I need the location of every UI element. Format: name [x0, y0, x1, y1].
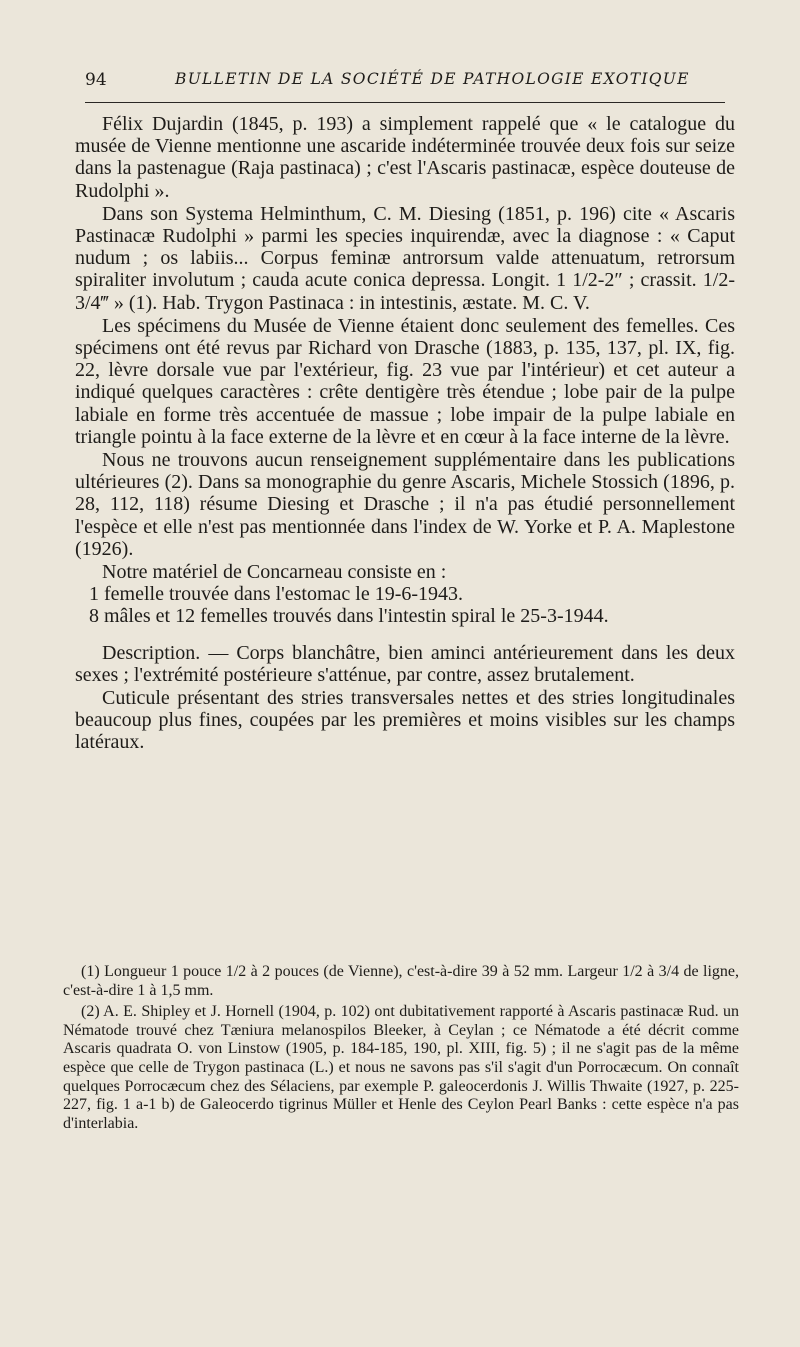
paragraph-description: Description. — Corps blanchâtre, bien aminci antérieurement dans les deux sexes ; l'extrémité postérieure s'atténue, par contre, assez brutalement.	[75, 641, 735, 686]
material-item: 1 femelle trouvée dans l'estomac le 19-6-1943.	[89, 583, 464, 606]
page-number: 94	[85, 70, 107, 90]
footnote-1: (1) Longueur 1 pouce 1/2 à 2 pouces (de Vienne), c'est-à-dire 39 à 52 mm. Largeur 1/2 à 3/4 de ligne, c'est-à-dire 1 à 1,5 mm.	[63, 963, 739, 999]
paragraph-cuticule: Cuticule présentant des stries transversales nettes et des stries longitudinales beaucoup plus fines, coupées par les premières et moins visibles sur les champs latéraux.	[75, 687, 735, 754]
paragraph-drasche: Les spécimens du Musée de Vienne étaient donc seulement des femelles. Ces spécimens ont été revus par Richard von Drasche (1883, p. 135, 137, pl. IX, fig. 22, lèvre dorsale vue par l'extérieur, fig. 23 vue par l'intérieur) et cet auteur a indiqué quelques caractères : crête dentigère très étendue ; lobe pair de la pulpe labiale en forme très accentuée de massue ; lobe impair de la pulpe labiale en triangle pointu à la face externe de la lèvre et en cœur à la face interne de la lèvre.	[75, 314, 735, 448]
paragraph-dujardin: Félix Dujardin (1845, p. 193) a simplement rappelé que « le catalogue du musée de Vienne mentionne une ascaride indéterminée trouvée deux fois sur seize dans la pastenague (Raja pastinaca) ; c'est l'Ascaris pastinacæ, espèce douteuse de Rudolphi ».	[75, 113, 735, 202]
header-rule	[85, 102, 725, 103]
material-item: 8 mâles et 12 femelles trouvés dans l'intestin spiral le 25-3-1944.	[89, 605, 609, 628]
main-text	[75, 113, 735, 754]
footnotes	[63, 963, 739, 1133]
paragraph-diesing: Dans son Systema Helminthum, C. M. Diesing (1851, p. 196) cite « Ascaris Pastinacæ Rudolphi » parmi les species inquirendæ, avec la diagnose : « Caput nudum ; os labiis... Corpus feminæ antrorsum valde attenuatum, retrorsum spiraliter involutum ; cauda acute conica depressa. Longit. 1 1/2-2″ ; crassit. 1/2-3/4‴ » (1). Hab. Trygon Pastinaca : in intestinis, æstate. M. C. V.	[75, 202, 735, 314]
footnote-2: (2) A. E. Shipley et J. Hornell (1904, p. 102) ont dubitativement rapporté à Ascaris pastinacæ Rud. un Nématode trouvé chez Tæniura melanospilos Bleeker, à Ceylan ; ce Nématode a été décrit comme Ascaris quadrata O. von Linstow (1905, p. 184-185, 190, pl. XIII, fig. 5) ; il ne s'agit pas de la même espèce que celle de Trygon pastinaca (L.) et nous ne savons pas s'il s'agit d'un Porrocæcum. On connaît quelques Porrocæcum chez des Sélaciens, par exemple P. galeocerdonis J. Willis Thwaite (1927, p. 225-227, fig. 1 a-1 b) de Galeocerdo tigrinus Müller et Henle des Ceylon Pearl Banks : cette espèce n'a pas d'interlabia.	[63, 1003, 739, 1132]
page-header	[85, 70, 725, 100]
paragraph-material-intro: Notre matériel de Concarneau consiste en :	[102, 561, 447, 584]
paragraph-stossich: Nous ne trouvons aucun renseignement supplémentaire dans les publications ultérieures (2). Dans sa monographie du genre Ascaris, Michele Stossich (1896, p. 28, 112, 118) résume Diesing et Drasche ; il n'a pas étudié personnellement l'espèce et elle n'est pas mentionnée dans l'index de W. Yorke et P. A. Maplestone (1926).	[75, 449, 735, 560]
running-title: BULLETIN DE LA SOCIÉTÉ DE PATHOLOGIE EXOTIQUE	[175, 70, 690, 88]
